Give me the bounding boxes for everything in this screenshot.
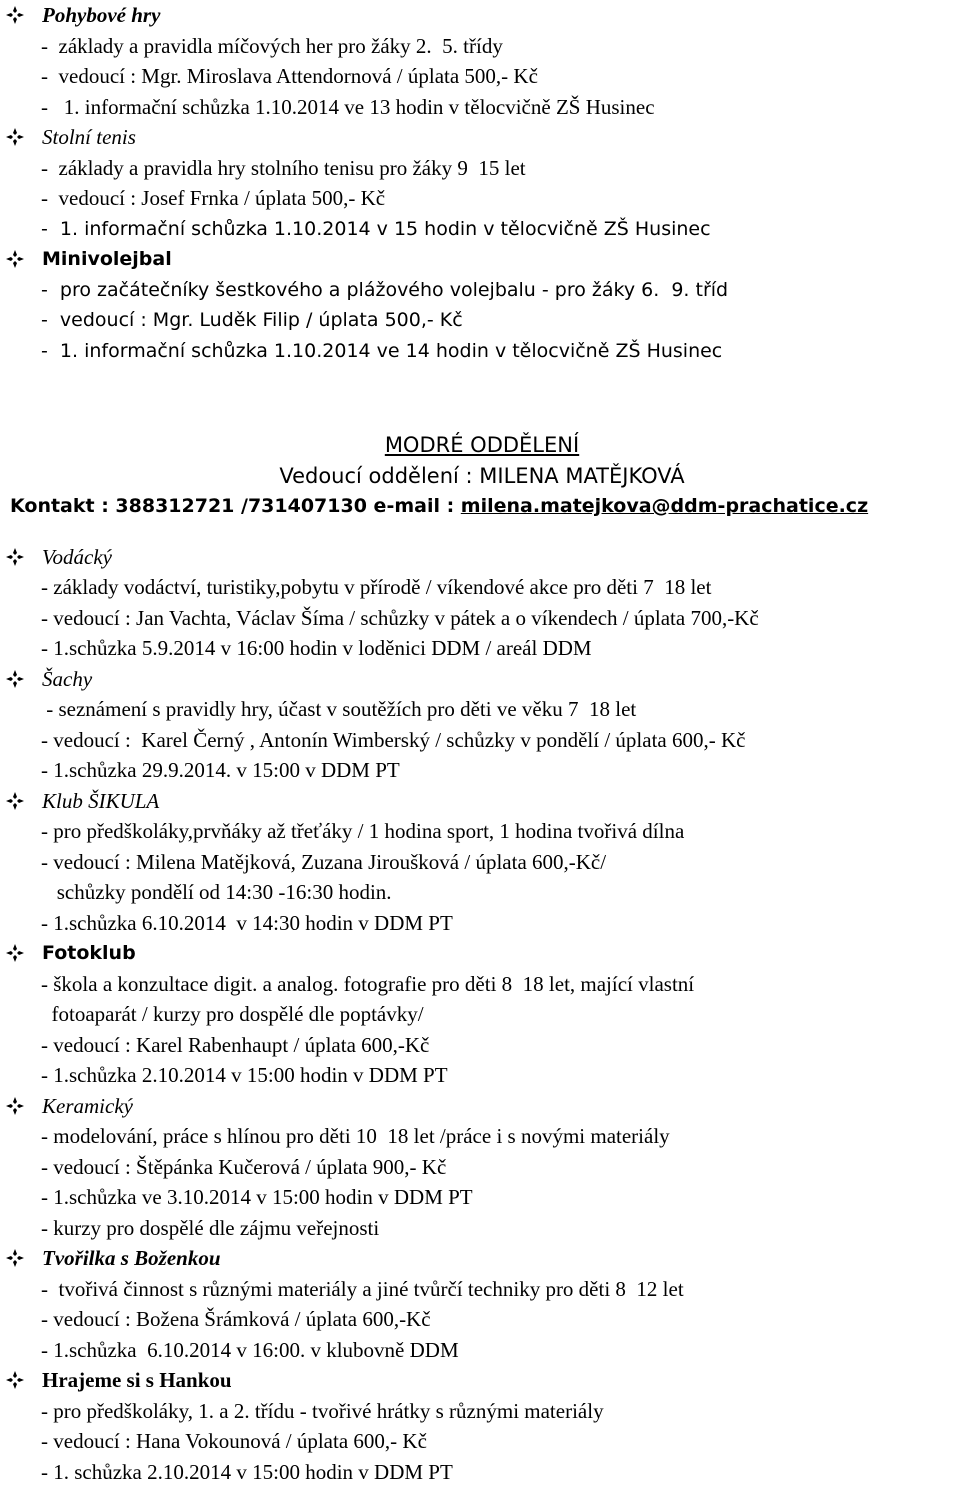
section-title: Stolní tenis bbox=[42, 125, 136, 149]
section-line: - 1. informační schůzka 1.10.2014 ve 14 hodin v tělocvičně ZŠ Husinec bbox=[41, 339, 723, 362]
section-line: - 1.schůzka 6.10.2014 v 14:30 hodin v DDM PT bbox=[41, 910, 453, 935]
section-line: - vedoucí : Mgr. Luděk Filip / úplata 500,- Kč bbox=[41, 309, 463, 331]
spacer bbox=[4, 522, 960, 542]
section-line: - seznámení s pravidly hry, účast v soutěžích pro děti ve věku 7 18 let bbox=[41, 697, 637, 721]
section-line: fotoaparát / kurzy pro dospělé dle poptávky/ bbox=[41, 1002, 424, 1026]
section-heading bbox=[4, 122, 960, 153]
section-line: - vedoucí : Jan Vachta, Václav Šíma / schůzky v pátek a o víkendech / úplata 700,-Kč bbox=[41, 605, 759, 630]
section-title: Tvořilka s Boženkou bbox=[42, 1246, 221, 1270]
email-link[interactable]: milena.matejkova@ddm-prachatice.cz bbox=[460, 495, 869, 517]
section-line: - vedoucí : Karel Černý , Antonín Wimberský / schůzky v pondělí / úplata 600,- Kč bbox=[41, 727, 746, 752]
section-line: - vedoucí : Karel Rabenhaupt / úplata 600,-Kč bbox=[41, 1032, 430, 1057]
section-title: Pohybové hry bbox=[42, 3, 161, 27]
department-head: Vedoucí oddělení : MILENA MATĚJKOVÁ bbox=[279, 463, 685, 488]
department-title: MODRÉ ODDĚLENÍ bbox=[384, 433, 580, 457]
diamond-bullet-icon bbox=[6, 1249, 24, 1267]
section-line: - 1.schůzka 6.10.2014 v 16:00. v klubovně DDM bbox=[41, 1337, 459, 1362]
section-line: - 1. informační schůzka 1.10.2014 ve 13 hodin v tělocvičně ZŠ Husinec bbox=[41, 94, 655, 119]
section-line: - vedoucí : Mgr. Miroslava Attendornová / úplata 500,- Kč bbox=[41, 64, 538, 88]
section-line: schůzky pondělí od 14:30 -16:30 hodin. bbox=[41, 880, 392, 904]
section-heading bbox=[4, 542, 960, 573]
section-line: - vedoucí : Milena Matějková, Zuzana Jiroušková / úplata 600,-Kč/ bbox=[41, 849, 607, 874]
section-heading bbox=[4, 664, 960, 695]
section-heading bbox=[4, 786, 960, 817]
section-line: - 1.schůzka ve 3.10.2014 v 15:00 hodin v DDM PT bbox=[41, 1185, 473, 1209]
diamond-bullet-icon bbox=[6, 1371, 24, 1389]
section-line: - základy a pravidla hry stolního tenisu pro žáky 9 15 let bbox=[41, 155, 526, 180]
section-line: - 1.schůzka 29.9.2014. v 15:00 v DDM PT bbox=[41, 758, 400, 782]
section-heading bbox=[4, 0, 960, 31]
spacer bbox=[4, 366, 960, 430]
section-line: - 1. schůzka 2.10.2014 v 15:00 hodin v DDM PT bbox=[41, 1459, 453, 1484]
diamond-bullet-icon bbox=[6, 792, 24, 810]
section-heading bbox=[4, 938, 960, 969]
diamond-bullet-icon bbox=[6, 128, 24, 146]
section-line: - škola a konzultace digit. a analog. fotografie pro děti 8 18 let, mající vlastní bbox=[41, 971, 695, 996]
contact-text: Kontakt : 388312721 /731407130 e-mail : bbox=[10, 495, 461, 517]
section-title: Klub ŠIKULA bbox=[42, 788, 160, 813]
section-line: - pro začátečníky šestkového a plážového volejbalu - pro žáky 6. 9. tříd bbox=[41, 278, 729, 301]
section-line: - pro předškoláky,prvňáky až třeťáky / 1 hodina sport, 1 hodina tvořivá dílna bbox=[41, 819, 685, 843]
section-line: - 1.schůzka 2.10.2014 v 15:00 hodin v DDM PT bbox=[41, 1063, 448, 1087]
section-title: Vodácký bbox=[42, 544, 112, 569]
section-heading bbox=[4, 244, 960, 275]
section-line: - modelování, práce s hlínou pro děti 10 18 let /práce i s novými materiály bbox=[41, 1124, 670, 1148]
section-line: - základy vodáctví, turistiky,pobytu v přírodě / víkendové akce pro děti 7 18 let bbox=[41, 575, 712, 599]
section-title: Fotoklub bbox=[42, 942, 136, 964]
diamond-bullet-icon bbox=[6, 1097, 24, 1115]
diamond-bullet-icon bbox=[6, 670, 24, 688]
department-contact bbox=[4, 491, 960, 522]
section-title: Keramický bbox=[42, 1093, 133, 1118]
section-line: - 1.schůzka 5.9.2014 v 16:00 hodin v loděnici DDM / areál DDM bbox=[41, 636, 592, 660]
diamond-bullet-icon bbox=[6, 944, 24, 962]
section-heading bbox=[4, 1091, 960, 1122]
section-line: - tvořivá činnost s různými materiály a jiné tvůrčí techniky pro děti 8 12 let bbox=[41, 1276, 684, 1301]
section-title: Šachy bbox=[42, 666, 93, 691]
section-heading bbox=[4, 1243, 960, 1274]
section-line: - základy a pravidla míčových her pro žáky 2. 5. třídy bbox=[41, 33, 503, 58]
diamond-bullet-icon bbox=[6, 6, 24, 24]
section-heading bbox=[4, 1365, 960, 1396]
section-line: - vedoucí : Štěpánka Kučerová / úplata 900,- Kč bbox=[41, 1154, 447, 1179]
section-title: Minivolejbal bbox=[42, 248, 172, 270]
section-line: - 1. informační schůzka 1.10.2014 v 15 hodin v tělocvičně ZŠ Husinec bbox=[41, 217, 711, 240]
section-line: - vedoucí : Božena Šrámková / úplata 600,-Kč bbox=[41, 1307, 431, 1331]
diamond-bullet-icon bbox=[6, 250, 24, 268]
section-line: - vedoucí : Hana Vokounová / úplata 600,- Kč bbox=[41, 1429, 427, 1453]
section-title: Hrajeme si s Hankou bbox=[42, 1368, 232, 1392]
section-line: - vedoucí : Josef Frnka / úplata 500,- Kč bbox=[41, 186, 386, 210]
diamond-bullet-icon bbox=[6, 548, 24, 566]
section-line: - kurzy pro dospělé dle zájmu veřejnosti bbox=[41, 1215, 380, 1240]
section-line: - pro předškoláky, 1. a 2. třídu - tvořivé hrátky s různými materiály bbox=[41, 1398, 604, 1423]
